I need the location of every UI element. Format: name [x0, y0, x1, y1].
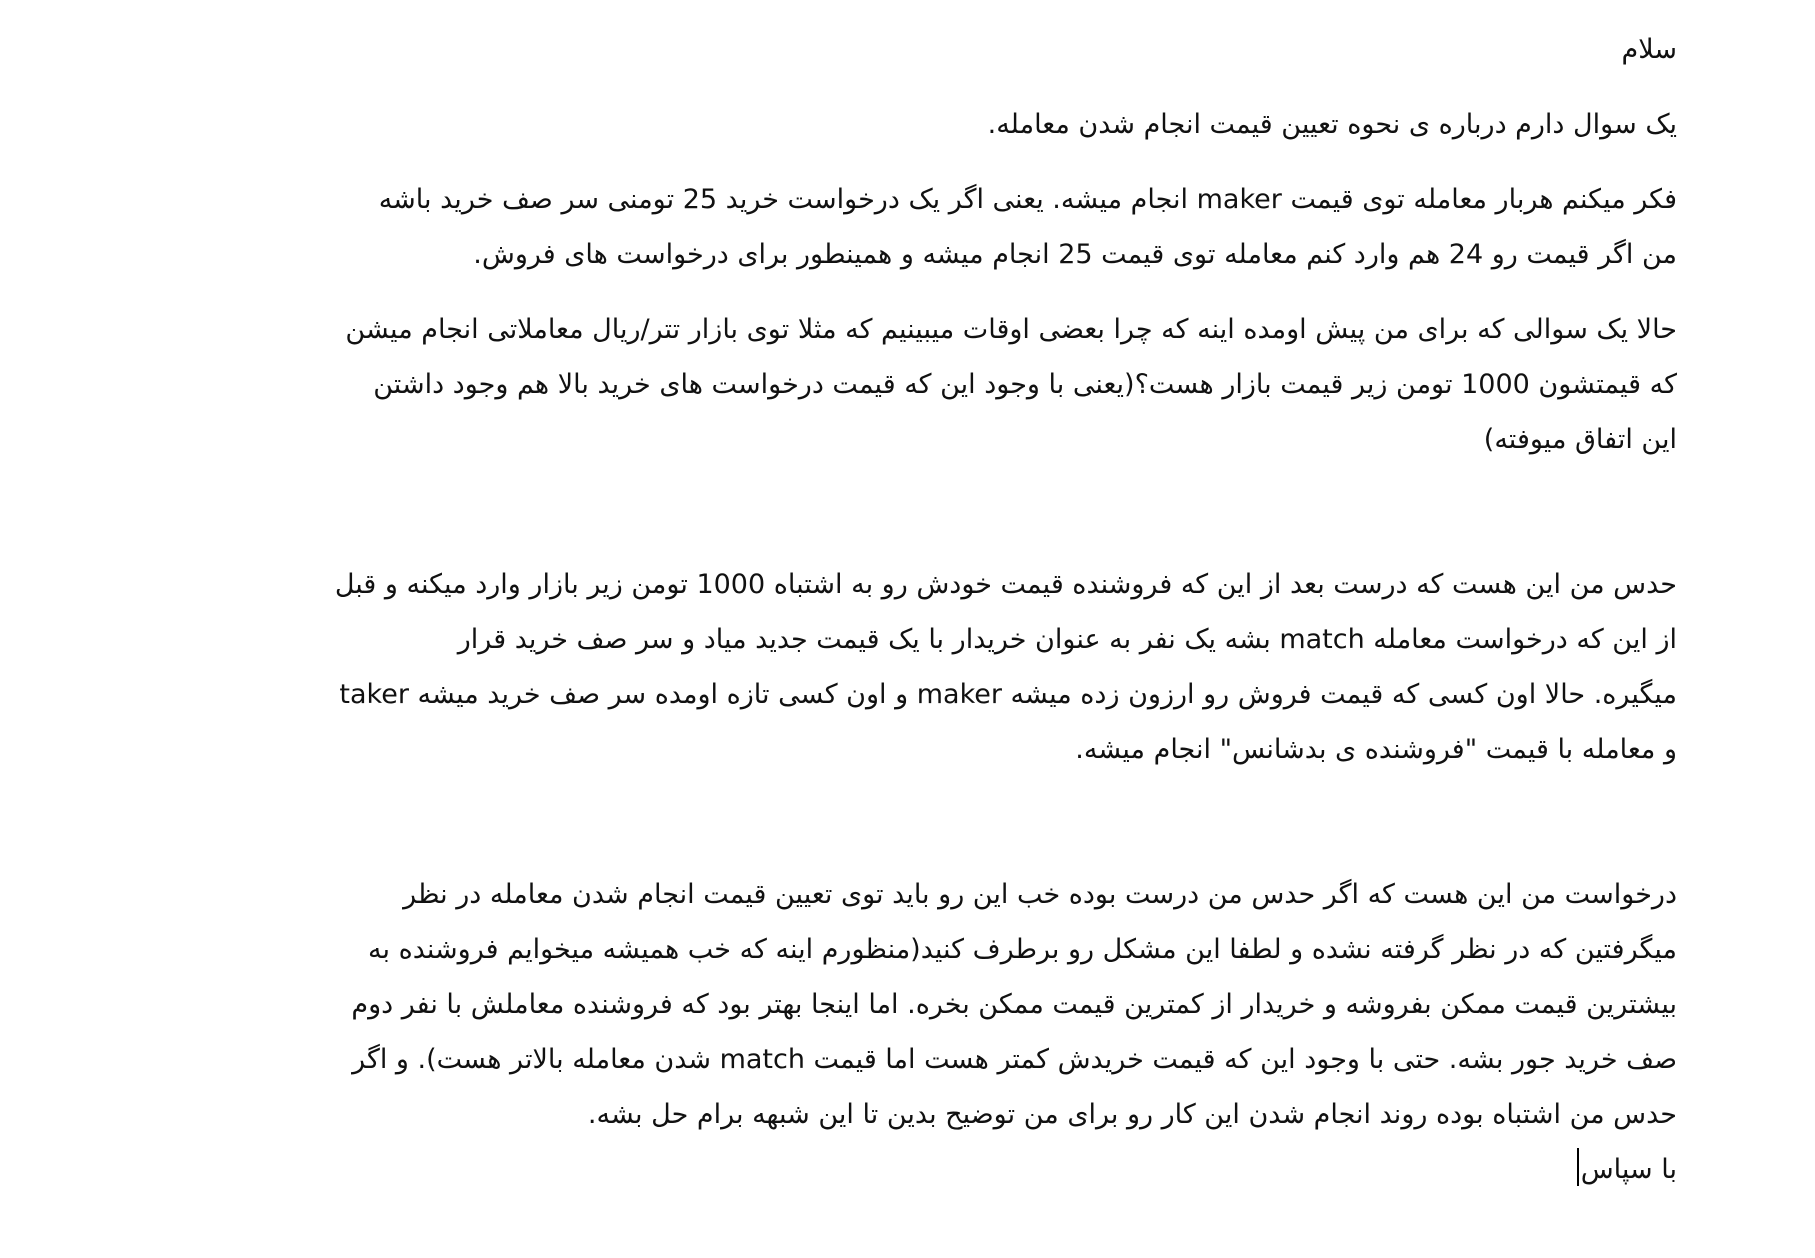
maker-price-paragraph: [87, 172, 1677, 282]
text-line: صف خرید جور بشه. حتی با وجود این که قیمت خریدش کمتر هست اما قیمت match شدن معامله بالاتر هست). و اگر: [352, 1044, 1677, 1075]
text-line: فکر میکنم هربار معامله توی قیمت maker انجام میشه. یعنی اگر یک درخواست خرید 25 تومنی سر صف خرید باشه: [378, 184, 1677, 215]
request-paragraph: [87, 867, 1677, 1197]
text-line: میگیره. حالا اون کسی که قیمت فروش رو ارزون زده میشه maker و اون کسی تازه اومده سر صف خرید میشه taker: [339, 679, 1677, 710]
question-paragraph: [87, 302, 1677, 467]
greeting-paragraph: [87, 22, 1677, 77]
text-line: میگرفتین که در نظر گرفته نشده و لطفا این مشکل رو برطرف کنید(منظورم اینه که خب همیشه میخوایم فروشنده به: [368, 934, 1677, 965]
text-cursor: [1577, 1148, 1579, 1186]
paragraph-spacer: [87, 282, 1677, 302]
paragraph-spacer: [87, 467, 1677, 557]
text-line: که قیمتشون 1000 تومن زیر قیمت بازار هست؟(یعنی با وجود این که قیمت درخواست های خرید بالا هم وجود داشتن: [373, 369, 1677, 400]
intro-line: یک سوال دارم درباره ی نحوه تعیین قیمت انجام شدن معامله.: [987, 109, 1677, 140]
text-line: من اگر قیمت رو 24 هم وارد کنم معامله توی قیمت 25 انجام میشه و همینطور برای درخواست های فروش.: [473, 239, 1677, 270]
closing-line: [87, 1142, 1677, 1197]
closing-text: با سپاس: [1580, 1154, 1677, 1185]
text-line: بیشترین قیمت ممکن بفروشه و خریدار از کمترین قیمت ممکن بخره. اما اینجا بهتر بود که فروشنده معاملش با نفر دوم: [351, 989, 1677, 1020]
paragraph-spacer: [87, 77, 1677, 97]
document-text-area[interactable]: [87, 22, 1677, 1197]
intro-paragraph: [87, 97, 1677, 152]
text-line: درخواست من این هست که اگر حدس من درست بوده خب این رو باید توی تعیین قیمت انجام شدن معامله در نظر: [403, 879, 1677, 910]
text-line: حدس من اشتباه بوده روند انجام شدن این کار رو برای من توضیح بدین تا این شبهه برام حل بشه.: [587, 1099, 1677, 1130]
guess-paragraph: [87, 557, 1677, 777]
greeting-line: سلام: [1621, 34, 1677, 65]
paragraph-spacer: [87, 152, 1677, 172]
text-line: حالا یک سوالی که برای من پیش اومده اینه که چرا بعضی اوقات میبینیم که مثلا توی بازار تتر/ریال معاملاتی انجام میشن: [345, 314, 1677, 345]
paragraph-spacer: [87, 777, 1677, 867]
text-line: این اتفاق میوفته): [1483, 424, 1677, 455]
text-line: و معامله با قیمت "فروشنده ی بدشانس" انجام میشه.: [1075, 734, 1677, 765]
text-line: حدس من این هست که درست بعد از این که فروشنده قیمت خودش رو به اشتباه 1000 تومن زیر بازار وارد میکنه و قبل: [334, 569, 1677, 600]
text-line: از این که درخواست معامله match بشه یک نفر به عنوان خریدار با یک قیمت جدید میاد و سر صف خرید قرار: [457, 624, 1677, 655]
